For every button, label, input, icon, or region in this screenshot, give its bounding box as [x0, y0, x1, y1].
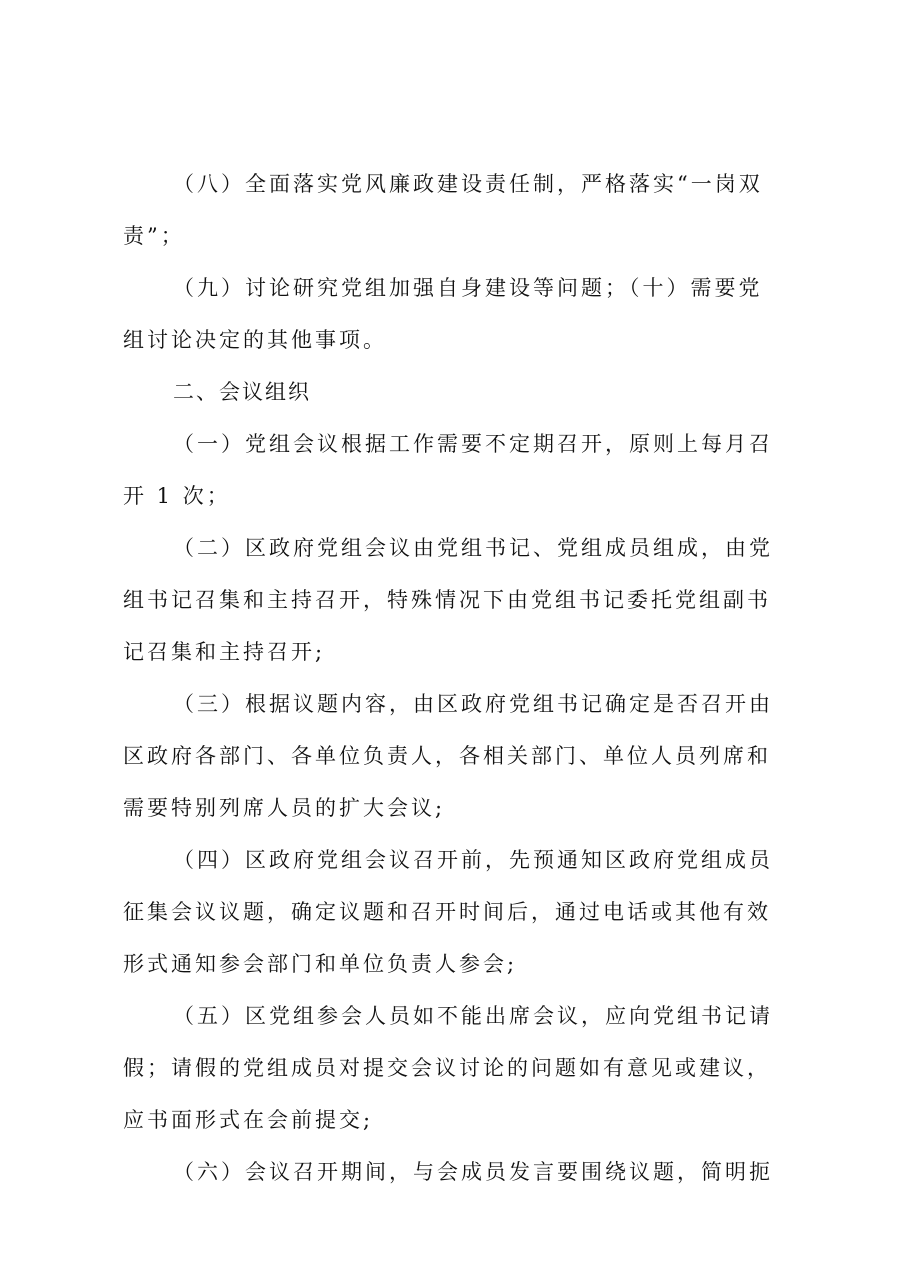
paragraph-org-5: [123, 990, 799, 1146]
paragraph-item-8: [123, 158, 799, 262]
text-line: （二）区政府党组会议由党组书记、党组成员组成，由党: [173, 536, 773, 560]
paragraph-org-1: [123, 418, 799, 522]
text-line: 责”；: [123, 224, 185, 248]
text-line: 组讨论决定的其他事项。: [123, 328, 387, 352]
text-line: 形式通知参会部门和单位负责人参会;: [123, 952, 518, 976]
text-line: （八）全面落实党风廉政建设责任制，严格落实“一岗双: [173, 172, 763, 196]
text-line: （五）区党组参会人员如不能出席会议，应向党组书记请: [173, 1004, 773, 1028]
paragraph-org-3: [123, 678, 799, 834]
text-line: （六）会议召开期间，与会成员发言要围绕议题，简明扼: [173, 1160, 773, 1184]
paragraph-item-9-10: [123, 262, 799, 366]
text-line: （九）讨论研究党组加强自身建设等问题；（十）需要党: [173, 276, 763, 300]
paragraph-org-6: [123, 1146, 799, 1198]
text-line: 征集会议议题，确定议题和召开时间后，通过电话或其他有效: [123, 900, 771, 924]
text-line: 二、会议组织: [173, 380, 311, 404]
text-line: 应书面形式在会前提交;: [123, 1108, 374, 1132]
text-line: 假；请假的党组成员对提交会议讨论的问题如有意见或建议，: [123, 1056, 771, 1080]
text-line: 记召集和主持召开;: [123, 640, 326, 664]
text-line: 需要特别列席人员的扩大会议;: [123, 796, 446, 820]
text-line: 开 1 次；: [123, 484, 231, 508]
text-line: （三）根据议题内容，由区政府党组书记确定是否召开由: [173, 692, 773, 716]
text-line: （一）党组会议根据工作需要不定期召开，原则上每月召: [173, 432, 773, 456]
text-line: （四）区政府党组会议召开前，先预通知区政府党组成员: [173, 848, 773, 872]
document-body: [123, 158, 799, 1198]
text-line: 区政府各部门、各单位负责人，各相关部门、单位人员列席和: [123, 744, 771, 768]
paragraph-org-4: [123, 834, 799, 990]
text-line: 组书记召集和主持召开，特殊情况下由党组书记委托党组副书: [123, 588, 771, 612]
section-heading: [123, 366, 799, 418]
paragraph-org-2: [123, 522, 799, 678]
